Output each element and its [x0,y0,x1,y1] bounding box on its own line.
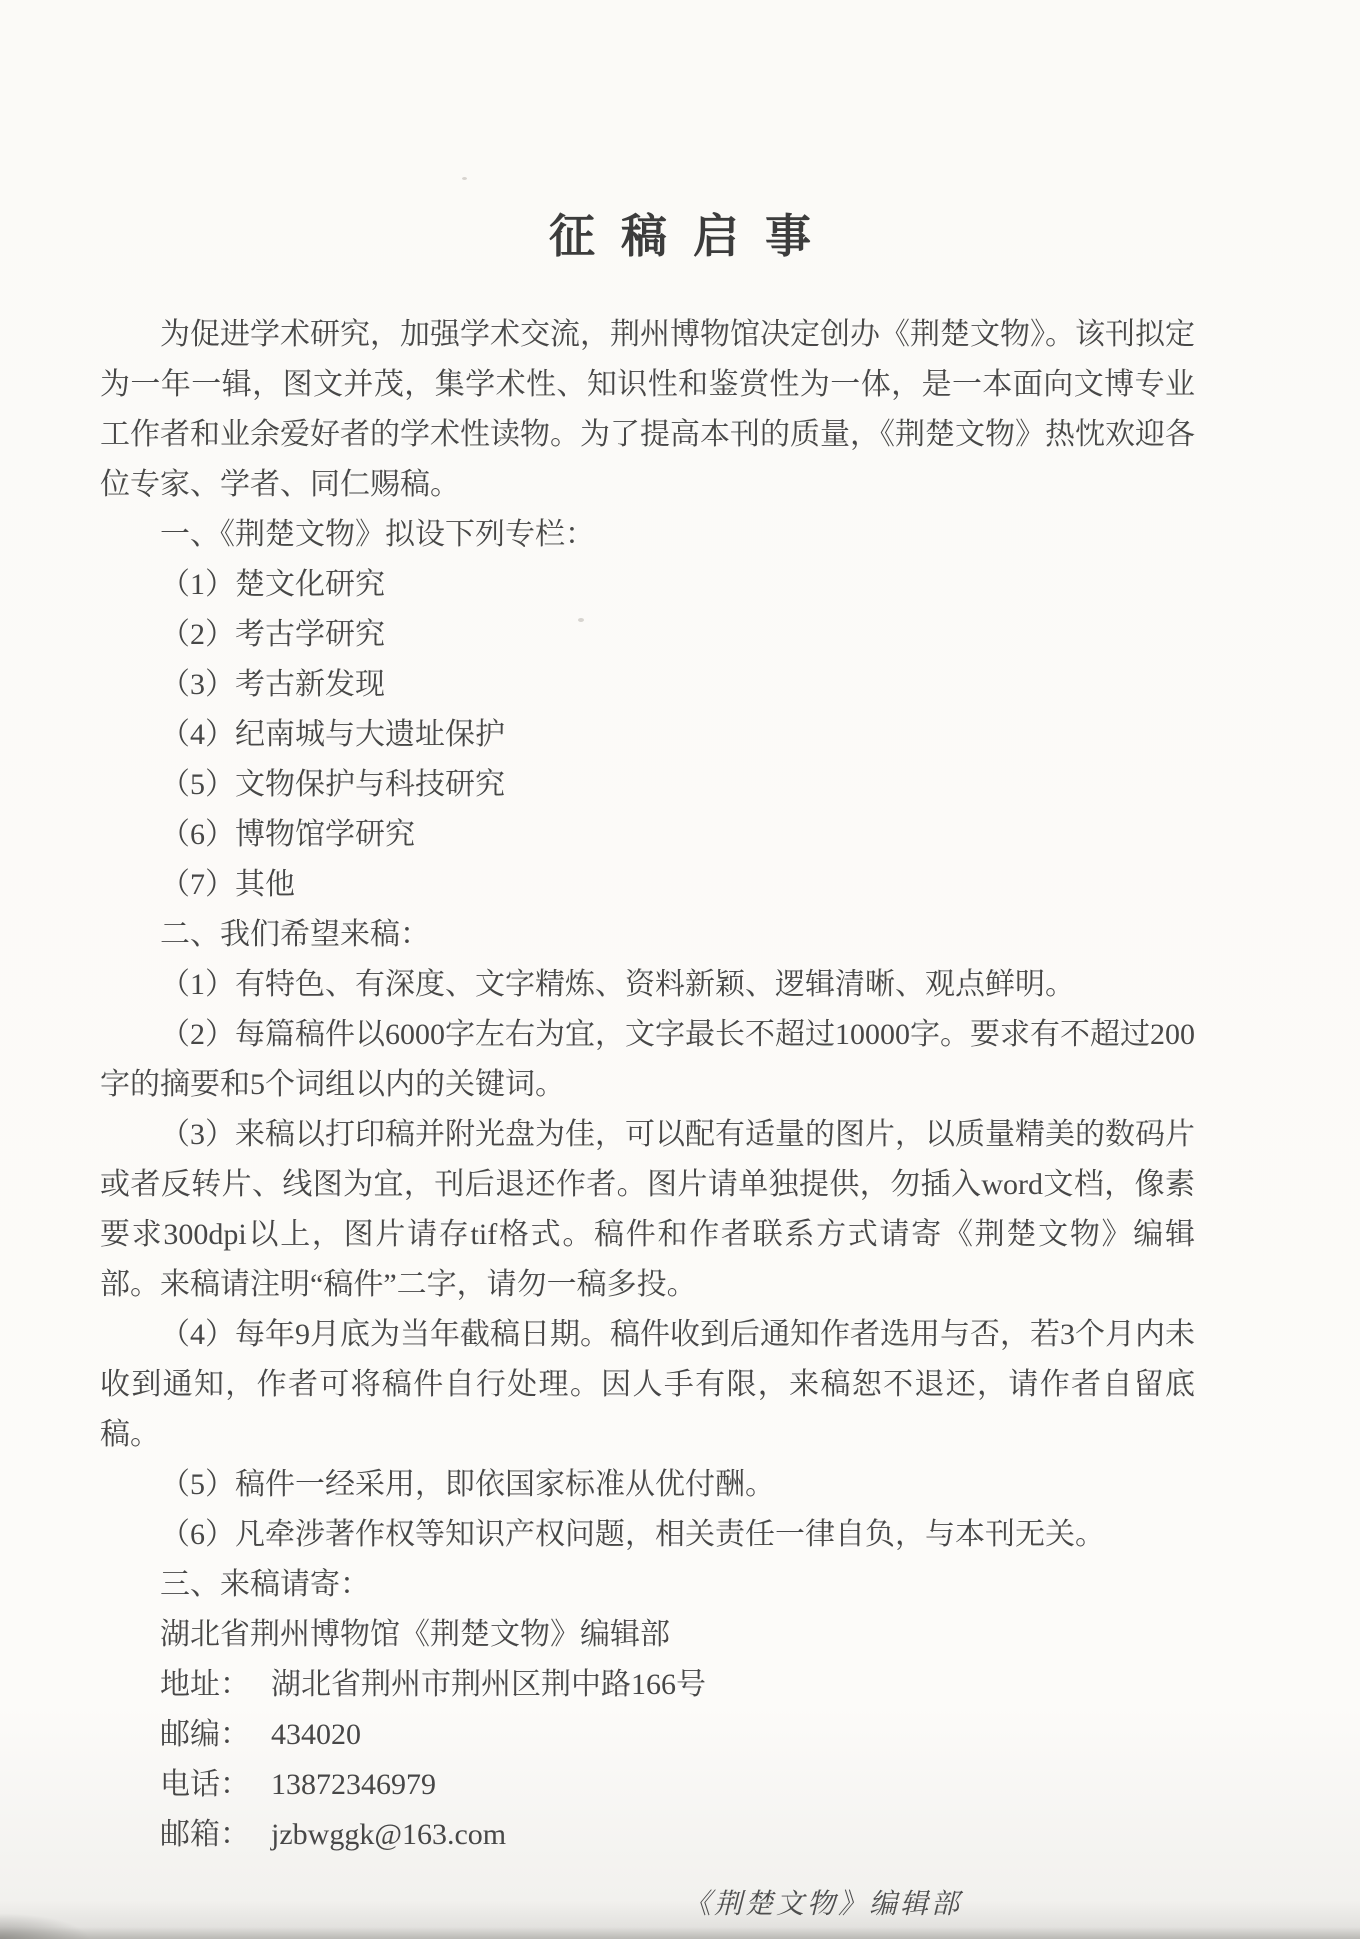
recipient-line: 湖北省荆州博物馆《荆楚文物》编辑部 [160,1618,670,1651]
phone-value: 13872346979 [271,1768,436,1801]
section-one-heading: 一、《荆楚文物》拟设下列专栏： [160,518,595,551]
column-item: （3）考古新发现 [160,668,385,701]
scan-speck [462,177,467,180]
address-label: 地址： [160,1668,250,1701]
email-line [100,1810,1195,1860]
scan-speck [578,618,584,622]
column-list [100,560,1195,910]
phone-line [100,1760,1195,1810]
requirement-paragraph: （6）凡牵涉著作权等知识产权问题，相关责任一律自负，与本刊无关。 [160,1518,1105,1551]
requirement-paragraph: （1）有特色、有深度、文字精炼、资料新颖、逻辑清晰、观点鲜明。 [160,968,1075,1001]
editorial-signature: 《荆楚文物》编辑部 [682,1889,962,1920]
requirement-paragraph: （4）每年9月底为当年截稿日期。稿件收到后通知作者选用与否，若3个月内未收到通知，作者可将稿件自行处理。因人手有限，来稿恕不退还，请作者自留底稿。 [100,1318,1195,1451]
section-two-heading: 二、我们希望来稿： [160,918,430,951]
column-item: （4）纪南城与大遗址保护 [160,718,505,751]
column-item: （6）博物馆学研究 [160,818,415,851]
column-item: （5）文物保护与科技研究 [160,768,505,801]
requirement-list [100,960,1195,1560]
address-value: 湖北省荆州市荆州区荆中路166号 [271,1668,706,1701]
notice-body [0,310,1360,1922]
postcode-line [100,1710,1195,1760]
email-value: jzbwggk@163.com [271,1818,507,1851]
signature-row [100,1882,1195,1922]
address-line [100,1660,1195,1710]
email-label: 邮箱： [160,1818,250,1851]
postcode-value: 434020 [271,1718,361,1751]
phone-label: 电话： [160,1768,250,1801]
column-item: （7）其他 [160,868,295,901]
notice-title: 征稿启事 [549,211,837,262]
requirement-paragraph: （5）稿件一经采用，即依国家标准从优付酬。 [160,1468,775,1501]
intro-paragraph: 为促进学术研究，加强学术交流，荆州博物馆决定创办《荆楚文物》。该刊拟定为一年一辑，图文并茂，集学术性、知识性和鉴赏性为一体，是一本面向文博专业工作者和业余爱好者的学术性读物。为了提高本刊的质量，《荆楚文物》热忱欢迎各位专家、学者、同仁赐稿。 [100,318,1195,501]
section-three-heading: 三、来稿请寄： [160,1568,370,1601]
column-item: （1）楚文化研究 [160,568,385,601]
requirement-paragraph: （2）每篇稿件以6000字左右为宜，文字最长不超过10000字。要求有不超过200字的摘要和5个词组以内的关键词。 [100,1018,1195,1101]
column-item: （2）考古学研究 [160,618,385,651]
postcode-label: 邮编： [160,1718,250,1751]
requirement-paragraph: （3）来稿以打印稿并附光盘为佳，可以配有适量的图片，以质量精美的数码片或者反转片、线图为宜，刊后退还作者。图片请单独提供，勿插入word文档，像素要求300dpi以上，图片请存tif格式。稿件和作者联系方式请寄《荆楚文物》编辑部。来稿请注明“稿件”二字，请勿一稿多投。 [100,1118,1195,1301]
scan-edge-bottom [0,1927,1360,1939]
